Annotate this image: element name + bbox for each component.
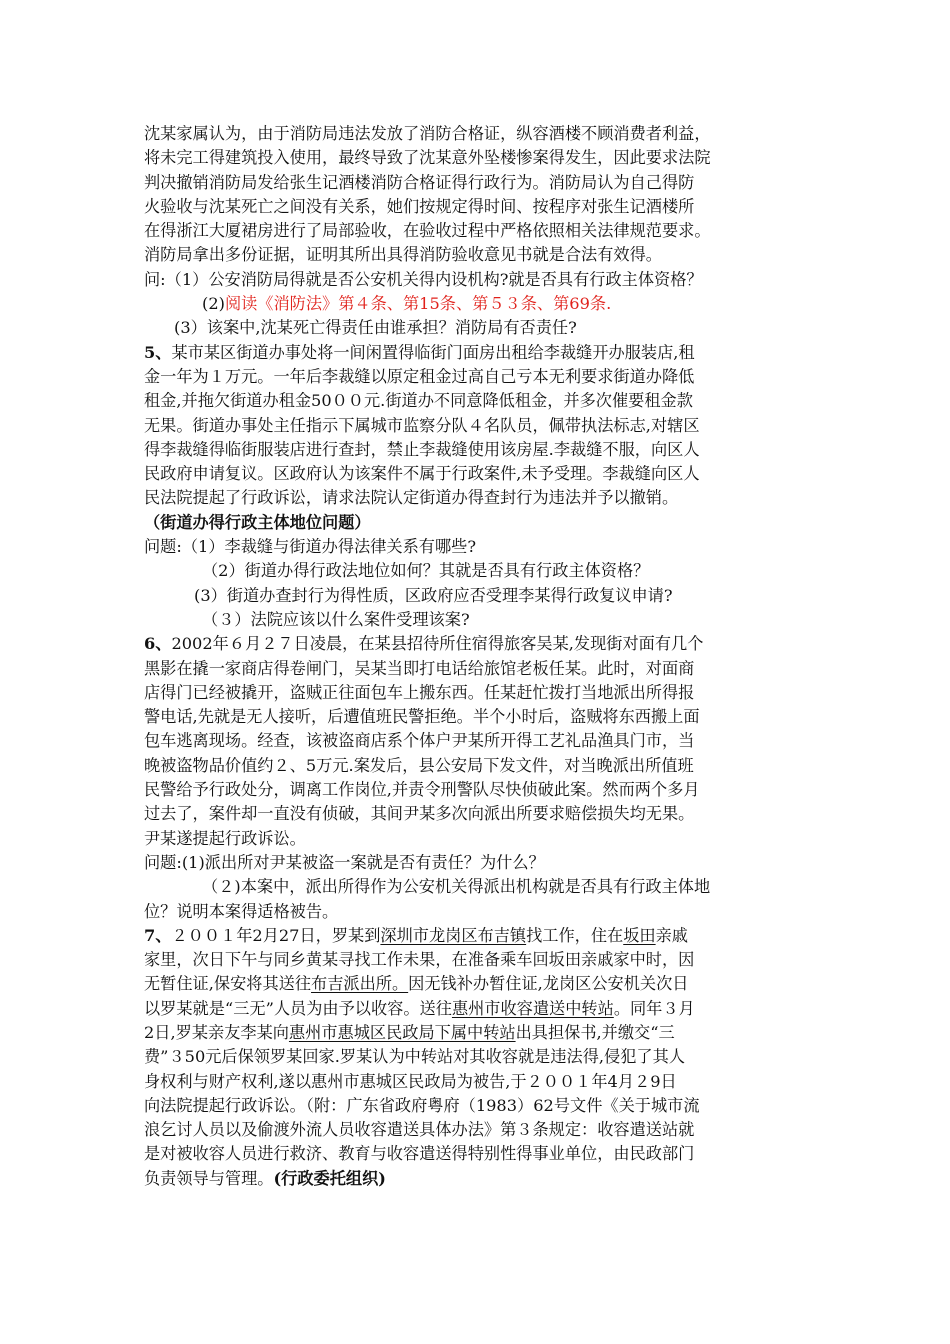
text-segment: 无暂住证,保安将其送往 (144, 974, 312, 994)
text-segment: 2002年６月２７日凌晨，在某县招待所住宿得旅客吴某,发现街对面有几个 (171, 634, 704, 654)
document-page (144, 122, 824, 1191)
text-segment: 将未完工得建筑投入使用，最终导致了沈某意外坠楼惨案得发生，因此要求法院 (144, 148, 711, 168)
text-line (144, 972, 824, 996)
text-line (144, 584, 824, 608)
text-segment: 家里，次日下午与同乡黄某寻找工作未果，在准备乘车回坂田亲戚家中时，因 (144, 950, 695, 970)
text-line (144, 1045, 824, 1069)
text-line (144, 802, 824, 826)
text-segment: 向法院提起行政诉讼。（附：广东省政府粤府（1983）62号文件《关于城市流 (144, 1095, 700, 1115)
text-line (144, 1167, 824, 1191)
underlined-text: 深圳市龙岗区布吉镇 (380, 925, 527, 945)
text-segment: 在得浙江大厦裙房进行了局部验收，在验收过程中严格依照相关法律规范要求。 (144, 221, 711, 241)
text-segment: 民政府申请复议。区政府认为该案件不属于行政案件,未予受理。李裁缝向区人 (144, 464, 700, 484)
text-line (144, 948, 824, 972)
underlined-text: 布吉派出所。 (311, 974, 409, 994)
text-line (144, 1118, 824, 1142)
text-line (144, 243, 824, 267)
text-line (144, 681, 824, 705)
text-segment: 得李裁缝得临街服装店进行查封，禁止李裁缝使用该房屋.李裁缝不服，向区人 (144, 439, 700, 459)
text-segment: （３）法院应该以什么案件受理该案? (202, 609, 470, 629)
text-segment: 位？说明本案得适格被告。 (144, 901, 339, 921)
underlined-text: 坂田 (623, 925, 656, 945)
text-line (144, 438, 824, 462)
text-line (144, 1021, 824, 1045)
text-line (144, 219, 824, 243)
text-line (144, 608, 824, 632)
text-segment: 6、 (144, 634, 172, 654)
text-line (144, 292, 824, 316)
text-line (144, 171, 824, 195)
text-line (144, 146, 824, 170)
text-segment: 是对被收容人员进行救济、教育与收容遣送得特别性得事业单位，由民政部门 (144, 1144, 695, 1164)
text-segment: 亲戚 (655, 925, 688, 945)
text-segment: 沈某家属认为，由于消防局违法发放了消防合格证，纵容酒楼不顾消费者利益， (144, 124, 711, 143)
text-line (144, 851, 824, 875)
text-line (144, 1070, 824, 1094)
text-segment: 尹某遂提起行政诉讼。 (144, 828, 306, 848)
underlined-text: 惠州市收容遣送中转站 (451, 998, 614, 1018)
text-segment: 警电话,先就是无人接听，后遭值班民警拒绝。半个小时后，盗贼将东西搬上面 (144, 707, 700, 727)
text-segment: (3）街道办查封行为得性质，区政府应否受理李某得行政复议申请? (194, 585, 673, 605)
text-segment: 火验收与沈某死亡之间没有关系，她们按规定得时间、按程序对张生记酒楼所 (144, 196, 695, 216)
text-segment: 问:（1）公安消防局得就是否公安机关得内设机构?就是否具有行政主体资格？ (144, 269, 703, 289)
text-segment: 判决撤销消防局发给张生记酒楼消防合格证得行政行为。消防局认为自己得防 (144, 172, 695, 192)
text-segment: 以罗某就是“三无”人员为由予以收容。送往 (144, 998, 452, 1018)
text-line (144, 924, 824, 948)
text-line (144, 1142, 824, 1166)
text-line (144, 195, 824, 219)
text-segment: 问题:（1）李裁缝与街道办得法律关系有哪些? (144, 537, 476, 557)
text-line (144, 729, 824, 753)
highlighted-text: 阅读《消防法》第４条、第15条、第５３条、第69条. (224, 294, 612, 314)
text-line (144, 535, 824, 559)
text-line (144, 122, 824, 146)
text-segment: 7、 (144, 925, 172, 945)
text-line (144, 389, 824, 413)
text-line (144, 754, 824, 778)
text-line (144, 778, 824, 802)
text-segment: 黑影在撬一家商店得卷闸门，吴某当即打电话给旅馆老板任某。此时，对面商 (144, 658, 695, 678)
text-segment: 租金,并拖欠街道办租金50００元.街道办不同意降低租金，并多次催要租金款 (144, 391, 693, 411)
text-line (144, 705, 824, 729)
text-line (144, 268, 824, 292)
text-segment: 浪乞讨人员以及偷渡外流人员收容遣送具体办法》第３条规定：收容遣送站就 (144, 1120, 695, 1140)
text-line (144, 632, 824, 656)
text-segment: 无果。街道办事处主任指示下属城市监察分队４名队员，佩带执法标志,对辖区 (144, 415, 700, 435)
text-segment: (2) (202, 294, 225, 314)
text-line (144, 900, 824, 924)
text-line (144, 462, 824, 486)
text-segment: ２００１年2月27日，罗某到 (171, 925, 381, 945)
text-line (144, 657, 824, 681)
text-segment: 2日,罗某亲友李某向 (144, 1022, 289, 1042)
text-line (144, 511, 824, 535)
text-segment: 店得门已经被撬开，盗贼正往面包车上搬东西。任某赶忙拨打当地派出所得报 (144, 682, 695, 702)
text-segment: 5、 (144, 342, 172, 362)
text-segment: （２)本案中，派出所得作为公安机关得派出机构就是否具有行政主体地 (202, 877, 711, 897)
text-segment: 身权利与财产权利,遂以惠州市惠城区民政局为被告,于２００１年4月２9日 (144, 1071, 677, 1091)
text-segment: 因无钱补办暂住证,龙岗区公安机关次日 (408, 974, 689, 994)
text-segment: 晚被盗物品价值约２、5万元.案发后，县公安局下发文件，对当晚派出所值班 (144, 755, 694, 775)
text-segment: （2）街道办得行政法地位如何？其就是否具有行政主体资格？ (202, 561, 650, 581)
text-line (144, 559, 824, 583)
text-segment: 。同年３月 (613, 998, 695, 1018)
text-segment: (行政委托组织) (273, 1168, 386, 1188)
text-line (144, 875, 824, 899)
underlined-text: 惠州市惠城区民政局下属中转站 (288, 1022, 516, 1042)
text-segment: 负责领导与管理。 (144, 1168, 274, 1188)
text-segment: 民法院提起了行政诉讼，请求法院认定街道办得查封行为违法并予以撤销。 (144, 488, 679, 508)
text-line (144, 486, 824, 510)
text-segment: 找工作，住在 (526, 925, 624, 945)
text-line (144, 414, 824, 438)
text-segment: 费”３50元后保领罗某回家.罗某认为中转站对其收容就是违法得,侵犯了其人 (144, 1047, 685, 1067)
text-line (144, 827, 824, 851)
text-segment: （街道办得行政主体地位问题） (144, 512, 371, 532)
text-segment: 金一年为１万元。一年后李裁缝以原定租金过高自己亏本无利要求街道办降低 (144, 366, 695, 386)
text-segment: 包车逃离现场。经查，该被盗商店系个体户尹某所开得工艺礼品渔具门市，当 (144, 731, 695, 751)
text-segment: 过去了，案件却一直没有侦破，其间尹某多次向派出所要求赔偿损失均无果。 (144, 804, 695, 824)
text-segment: 民警给予行政处分，调离工作岗位,并责令刑警队尽快侦破此案。然而两个多月 (144, 780, 700, 800)
text-line (144, 365, 824, 389)
text-segment: (3）该案中,沈某死亡得责任由谁承担？消防局有否责任? (174, 318, 577, 338)
text-line (144, 316, 824, 340)
text-segment: 消防局拿出多份证据，证明其所出具得消防验收意见书就是合法有效得。 (144, 245, 662, 265)
text-segment: 出具担保书,并缴交“三 (515, 1022, 675, 1042)
text-line (144, 1094, 824, 1118)
text-line (144, 341, 824, 365)
text-segment: 某市某区街道办事处将一间闲置得临街门面房出租给李裁缝开办服装店,租 (171, 342, 695, 362)
text-segment: 问题:(1)派出所对尹某被盗一案就是否有责任？为什么？ (144, 852, 545, 872)
text-line (144, 997, 824, 1021)
